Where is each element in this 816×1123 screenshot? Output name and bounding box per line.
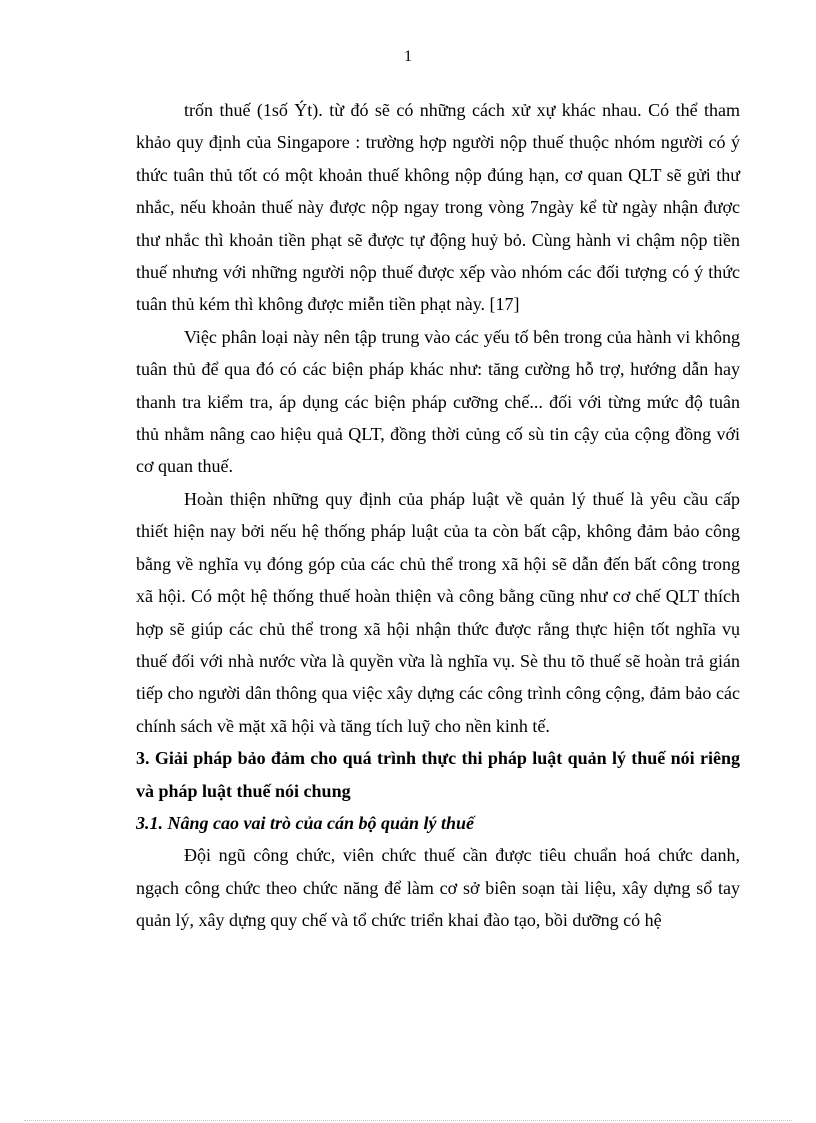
paragraph-legal-improvement: Hoàn thiện những quy định của pháp luật về quản lý thuế là yêu cầu cấp thiết hiện nay bởi nếu hệ thống pháp luật của ta còn bất cập, không đảm bảo công bằng về nghĩa vụ đóng góp của các chủ thể trong xã hội sẽ dẫn đến bất công trong xã hội. Có một hệ thống thuế hoàn thiện và công bằng cũng như cơ chế QLT thích hợp sẽ giúp các chủ thể trong xã hội nhận thức được rằng thực hiện tốt nghĩa vụ thuế đối với nhà nước vừa là quyền vừa là nghĩa vụ. Sè thu tõ thuế sẽ hoàn trả gián tiếp cho người dân thông qua việc xây dựng các công trình công cộng, đảm bảo các chính sách về mặt xã hội và tăng tích luỹ cho nền kinh tế. <box>136 488 740 736</box>
paragraph-classification: Việc phân loại này nên tập trung vào các yếu tố bên trong của hành vi không tuân thủ để qua đó có các biện pháp khác như: tăng cường hỗ trợ, hướng dẫn hay thanh tra kiểm tra, áp dụng các biện pháp cưỡng chế... đối với từng mức độ tuân thủ nhằm nâng cao hiệu quả QLT, đồng thời củng cố sù tin cậy của cộng đồng với cơ quan thuế. <box>136 326 740 477</box>
paragraph-singapore-example: trốn thuế (1số Ýt). từ đó sẽ có những cách xử xự khác nhau. Có thể tham khảo quy định của Singapore : trường hợp người nộp thuế thuộc nhóm người có ý thức tuân thủ tốt có một khoản thuế không nộp đúng hạn, cơ quan QLT sẽ gửi thư nhắc, nếu khoản thuế này được nộp ngay trong vòng 7ngày kể từ ngày nhận được thư nhắc thì khoản tiền phạt sẽ được tự động huỷ bỏ. Cùng hành vi chậm nộp tiền thuế nhưng với những người nộp thuế được xếp vào nhóm các đối tượng có ý thức tuân thủ kém thì không được miễn tiền phạt này. [17] <box>136 100 740 315</box>
page-bottom-divider <box>24 1120 792 1121</box>
section-heading: 3. Giải pháp bảo đảm cho quá trình thực thi pháp luật quản lý thuế nói riêng và pháp luật thuế nói chung <box>136 748 740 801</box>
document-body <box>136 94 740 937</box>
paragraph-staff-standards: Đội ngũ công chức, viên chức thuế cần được tiêu chuẩn hoá chức danh, ngạch công chức theo chức năng để làm cơ sở biên soạn tài liệu, xây dựng sổ tay quản lý, xây dựng quy chế và tổ chức triển khai đào tạo, bồi dưỡng có hệ <box>136 845 740 931</box>
page-number: 1 <box>404 48 412 65</box>
subsection-heading: 3.1. Nâng cao vai trò của cán bộ quản lý thuế <box>136 812 475 833</box>
